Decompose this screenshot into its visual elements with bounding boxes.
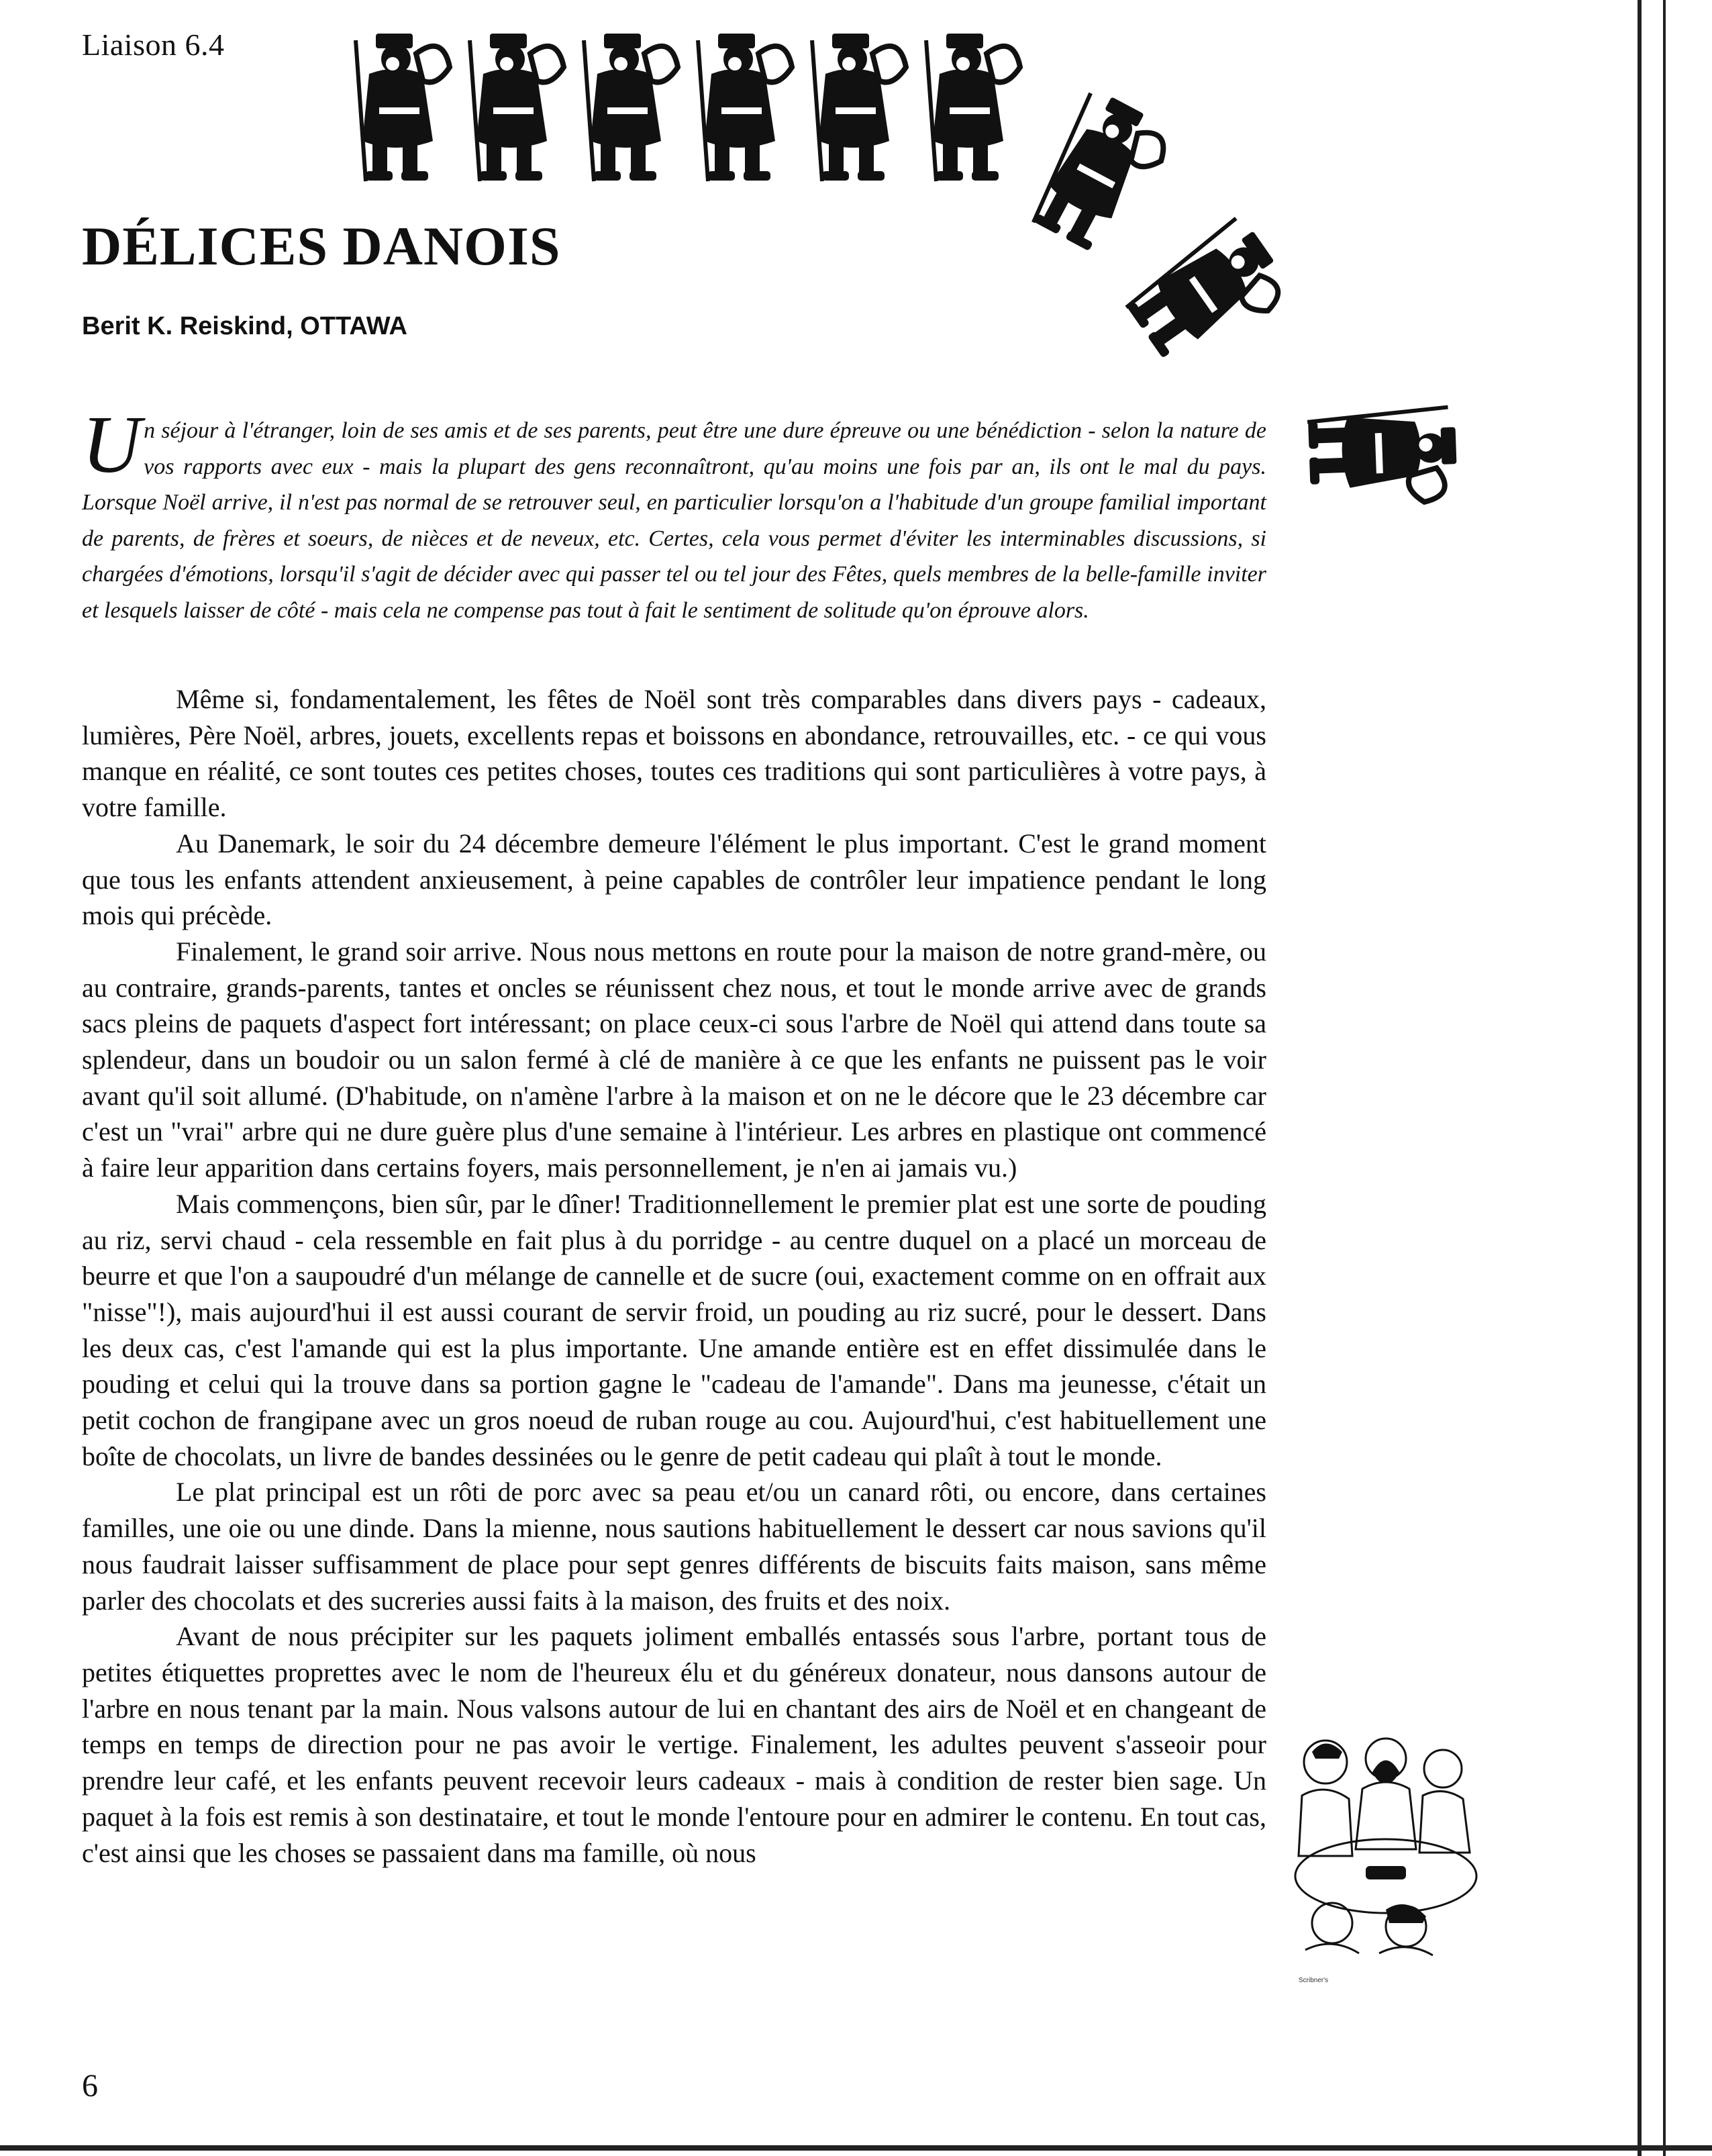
santa-icon [349, 27, 456, 188]
santa-icon [1111, 205, 1305, 386]
page-edge-line [1663, 0, 1666, 2156]
page-edge-line [0, 2145, 1712, 2151]
body-paragraph: Au Danemark, le soir du 24 décembre demeure l'élément le plus important. C'est le grand moment que tous les enfants attendent anxieusement, à peine capables de contrôler leur impatience pendant le long mois qui précède. [82, 828, 1266, 931]
santa-icon [919, 27, 1027, 188]
header-label: Liaison 6.4 [82, 28, 225, 62]
body-paragraph: Finalement, le grand soir arrive. Nous nous mettons en route pour la maison de notre grand-mère, ou au contraire, grands-parents, tantes et oncles se réunissent chez nous, et tout le monde arrive avec de grands sacs pleins de paquets d'aspect fort intéressant; on place ceux-ci sous l'arbre de Noël qui attend dans toute sa splendeur, dans un boudoir ou un salon fermé à clé de manière à ce que les enfants ne puissent pas le voir avant qu'il soit allumé. (D'habitude, on n'amène l'arbre à la maison et on ne le décore que le 23 décembre car c'est un "vrai" arbre qui ne dure guère plus d'une semaine à l'intérieur. Les arbres en plastique ont commencé à faire leur apparition dans certains foyers, mais personnellement, je n'en ai jamais vu.) [82, 936, 1266, 1183]
santa-icon [1015, 78, 1186, 271]
drop-cap: U [82, 399, 142, 490]
intro-paragraph [82, 399, 1266, 628]
body-paragraph: Le plat principal est un rôti de porc avec sa peau et/ou un canard rôti, ou encore, dans certaines familles, une oie ou une dinde. Dans la mienne, nous sautions habituellement le dessert car nous savions qu'il nous faudrait laisser suffisamment de place pour sept genres différents de biscuits faits maison, sans même parler des chocolats et des sucreries aussi faits à la maison, des fruits et des noix. [82, 1477, 1266, 1616]
article-body [82, 681, 1266, 1871]
body-paragraph: Avant de nous précipiter sur les paquets joliment emballés entassés sous l'arbre, portant tous de petites étiquettes proprettes avec le nom de l'heureux élu et du généreux donateur, nous dansons autour de l'arbre en nous tenant par la main. Nous valsons autour de lui en chantant des airs de Noël et en changeant de temps en temps de direction pour ne pas avoir le vertige. Finalement, les adultes peuvent s'asseoir pour prendre leur café, et les enfants peuvent recevoir leurs cadeaux - mais à condition de rester bien sage. Un paquet à la fois est remis à son destinataire, et tout le monde l'entoure pour en admirer le contenu. En tout cas, c'est ainsi que les choses se passaient dans ma famille, où nous [82, 1621, 1266, 1868]
santa-icon [1300, 400, 1464, 513]
article-title: DÉLICES DANOIS [82, 215, 561, 277]
santa-icon [577, 27, 685, 188]
santa-icon [463, 27, 570, 188]
illustration-credit: Scribner's [1299, 1977, 1329, 1984]
page-edge-line [1638, 0, 1642, 2156]
body-paragraph: Mais commençons, bien sûr, par le dîner! Traditionnellement le premier plat est une sorte de pouding au riz, servi chaud - cela ressemble en fait plus à du porridge - au centre duquel on a placé un morceau de beurre et que l'on a saupoudré d'un mélange de cannelle et de sucre (oui, exactement comme on en offrait aux "nisse"!), mais aujourd'hui il est aussi courant de servir froid, un pouding au riz sucré, pour le dessert. Dans les deux cas, c'est l'amande qui est la plus importante. Une amande entière est en effet dissimulée dans le pouding et celui qui la trouve dans sa portion gagne le "cadeau de l'amande". Dans ma jeunesse, c'était un petit cochon de frangipane avec un gros noeud de ruban rouge au cou. Aujourd'hui, c'est habituellement une boîte de chocolats, un livre de bandes dessinées ou le genre de petit cadeau qui plaît à tout le monde. [82, 1188, 1266, 1471]
body-paragraph: Même si, fondamentalement, les fêtes de Noël sont très comparables dans divers pays - cadeaux, lumières, Père Noël, arbres, jouets, excellents repas et boissons en abondance, retrouvailles, etc. - ce qui vous manque en réalité, ce sont toutes ces petites choses, toutes ces traditions qui sont particulières à votre pays, à votre famille. [82, 684, 1266, 823]
page-number: 6 [82, 2068, 98, 2104]
article-author: Berit K. Reiskind, OTTAWA [82, 312, 407, 340]
intro-text: n séjour à l'étranger, loin de ses amis et de ses parents, peut être une dure épreuve ou une bénédiction - selon la nature de vos rapports avec eux - mais la plupart des gens reconnaîtront, qu'au moins une fois par an, ils ont le mal du pays. Lorsque Noël arrive, il n'est pas normal de se retrouver seul, en particulier lorsqu'on a l'habitude d'un groupe familial important de parents, de frères et soeurs, de nièces et de neveux, etc. Certes, cela vous permet d'éviter les interminables discussions, si chargées d'émotions, lorsqu'il s'agit de décider avec qui passer tel ou tel jour des Fêtes, quels membres de la belle-famille inviter et lesquels laisser de côté - mais cela ne compense pas tout à fait le sentiment de solitude qu'on éprouve alors. [82, 418, 1266, 623]
santa-icon [805, 27, 913, 188]
family-dinner-illustration [1285, 1722, 1487, 1970]
santa-icon [691, 27, 799, 188]
